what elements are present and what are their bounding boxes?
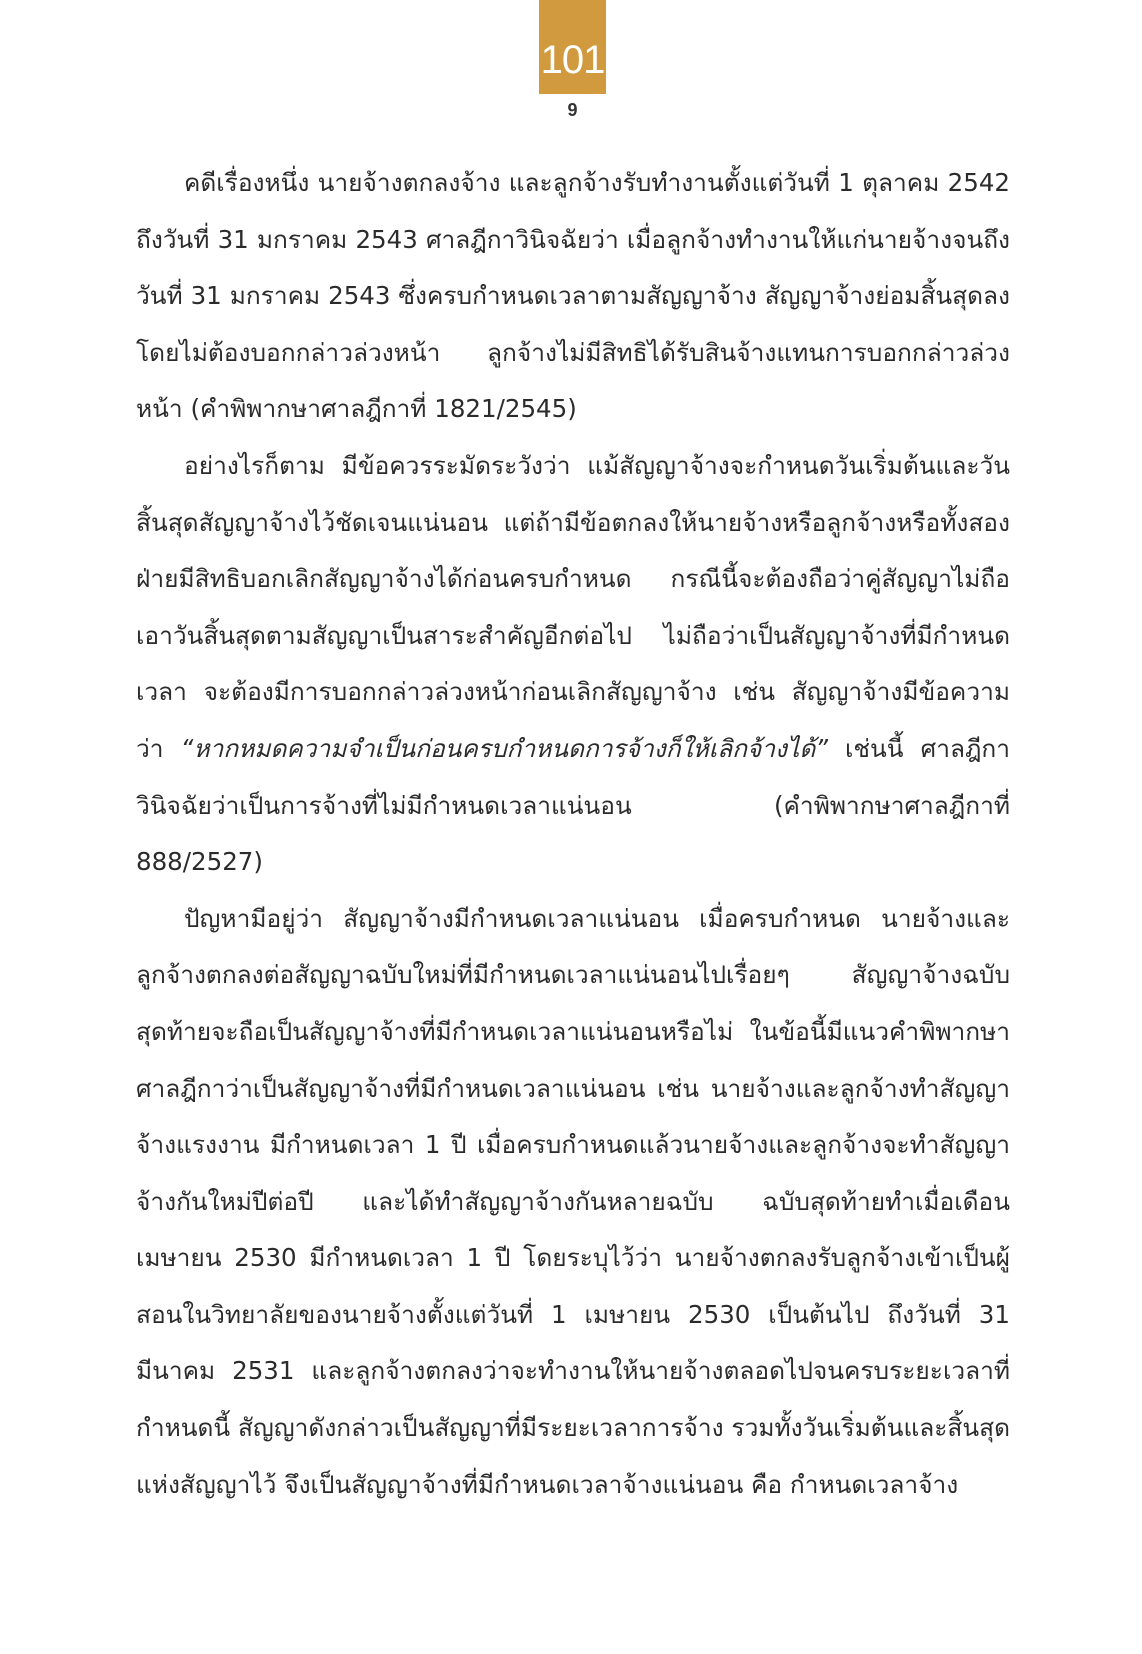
quoted-contract-clause: “หากหมดความจำเป็นก่อนครบกำหนดการจ้างก็ให้เลิกจ้างได้” <box>180 733 828 763</box>
body-text <box>136 155 1010 1513</box>
paragraph-text: อย่างไรก็ตาม มีข้อควรระมัดระวังว่า แม้สัญญาจ้างจะกำหนดวันเริ่มต้นและวันสิ้นสุดสัญญาจ้างไว้ชัดเจนแน่นอน แต่ถ้ามีข้อตกลงให้นายจ้างหรือลูกจ้างหรือทั้งสองฝ่ายมีสิทธิบอกเลิกสัญญาจ้างได้ก่อนครบกำหนด กรณีนี้จะต้องถือว่าคู่สัญญาไม่ถือเอาวันสิ้นสุดตามสัญญาเป็นสาระสำคัญอีกต่อไป ไม่ถือว่าเป็นสัญญาจ้างที่มีกำหนดเวลา จะต้องมีการบอกกล่าวล่วงหน้าก่อนเลิกสัญญาจ้าง เช่น สัญญาจ้างมีข้อความว่า <box>136 450 1010 763</box>
chapter-number: 101 <box>540 38 605 82</box>
page-number: 9 <box>567 100 578 120</box>
paragraph: คดีเรื่องหนึ่ง นายจ้างตกลงจ้าง และลูกจ้างรับทำงานตั้งแต่วันที่ 1 ตุลาคม 2542 ถึงวันที่ 31 มกราคม 2543 ศาลฎีกาวินิจฉัยว่า เมื่อลูกจ้างทำงานให้แก่นายจ้างจนถึงวันที่ 31 มกราคม 2543 ซึ่งครบกำหนดเวลาตามสัญญาจ้าง สัญญาจ้างย่อมสิ้นสุดลงโดยไม่ต้องบอกกล่าวล่วงหน้า ลูกจ้างไม่มีสิทธิได้รับสินจ้างแทนการบอกกล่าวล่วงหน้า (คำพิพากษาศาลฎีกาที่ 1821/2545) <box>136 168 1010 424</box>
paragraph: ปัญหามีอยู่ว่า สัญญาจ้างมีกำหนดเวลาแน่นอน เมื่อครบกำหนด นายจ้างและลูกจ้างตกลงต่อสัญญาฉบับใหม่ที่มีกำหนดเวลาแน่นอนไปเรื่อยๆ สัญญาจ้างฉบับสุดท้ายจะถือเป็นสัญญาจ้างที่มีกำหนดเวลาแน่นอนหรือไม่ ในข้อนี้มีแนวคำพิพากษาศาลฎีกาว่าเป็นสัญญาจ้างที่มีกำหนดเวลาแน่นอน เช่น นายจ้างและลูกจ้างทำสัญญาจ้างแรงงาน มีกำหนดเวลา 1 ปี เมื่อครบกำหนดแล้วนายจ้างและลูกจ้างจะทำสัญญาจ้างกันใหม่ปีต่อปี และได้ทำสัญญาจ้างกันหลายฉบับ ฉบับสุดท้ายทำเมื่อเดือนเมษายน 2530 มีกำหนดเวลา 1 ปี โดยระบุไว้ว่า นายจ้างตกลงรับลูกจ้างเข้าเป็นผู้สอนในวิทยาลัยของนายจ้างตั้งแต่วันที่ 1 เมษายน 2530 เป็นต้นไป ถึงวันที่ 31 มีนาคม 2531 และลูกจ้างตกลงว่าจะทำงานให้นายจ้างตลอดไปจนครบระยะเวลาที่กำหนดนี้ สัญญาดังกล่าวเป็นสัญญาที่มีระยะเวลาการจ้าง รวมทั้งวันเริ่มต้นและสิ้นสุดแห่งสัญญาไว้ จึงเป็นสัญญาจ้างที่มีกำหนดเวลาจ้างแน่นอน คือ กำหนดเวลาจ้าง <box>136 903 1010 1499</box>
chapter-number-badge <box>539 0 606 94</box>
paragraph-text: เช่นนี้ ศาลฎีกาวินิจฉัยว่าเป็นการจ้างที่ไม่มีกำหนดเวลาแน่นอน (คำพิพากษาศาลฎีกาที่ 888/2527) <box>136 733 1011 877</box>
paragraph <box>136 438 1010 891</box>
